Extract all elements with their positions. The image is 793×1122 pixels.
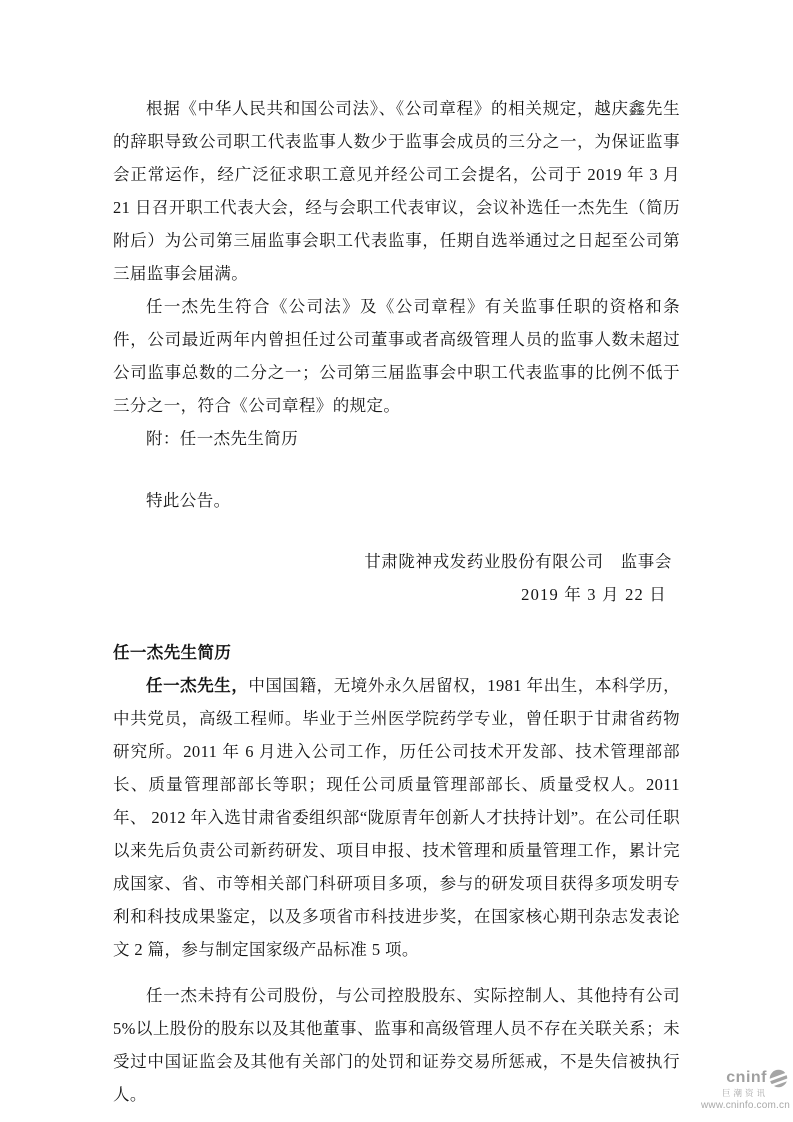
closing-statement: 特此公告。 <box>146 491 231 510</box>
announcement-date: 2019 年 3 月 22 日 <box>521 585 667 604</box>
resume-paragraph-1-text: 中国国籍，无境外永久居留权，1981 年出生，本科学历，中共党员，高级工程师。毕业于兰州医学院药学专业，曾任职于甘肃省药物研究所。2011 年 6 月进入公司工作，历任公司技术开发部、技术管理部部长、质量管理部部长等职；现任公司质量管理部部长、质量受权人。2011 年、 2012 年入选甘肃省委组织部“陇原青年创新人才扶持计划”。在公司任职以来先后负责公司新药研发、项目申报、技术管理和质量管理工作，累计完成国家、省、市等相关部门科研项目多项，参与的研发项目获得多项发明专利和科技成果鉴定，以及多项省市科技进步奖，在国家核心期刊杂志发表论文 2 篇，参与制定国家级产品标准 5 项。 <box>113 676 680 959</box>
cninfo-logo <box>640 1069 790 1111</box>
attachment-note: 附：任一杰先生简历 <box>146 429 299 448</box>
cninfo-chinese-name: 巨潮资讯 <box>721 1087 768 1098</box>
resume-paragraph-1 <box>113 669 680 966</box>
resume-paragraph-2: 任一杰未持有公司股份，与公司控股股东、实际控制人、其他持有公司 5%以上股份的股东以及其他董事、监事和高级管理人员不存在关联关系；未受过中国证监会及其他有关部门的处罚和证券交易所惩戒，不是失信被执行人。 <box>113 986 680 1104</box>
cninfo-wordmark: cninf <box>726 1069 767 1087</box>
company-signature: 甘肃陇神戎发药业股份有限公司 监事会 <box>364 552 672 571</box>
announcement-paragraph-2: 任一杰先生符合《公司法》及《公司章程》有关监事任职的资格和条件，公司最近两年内曾担任过公司董事或者高级管理人员的监事人数未超过公司监事总数的二分之一；公司第三届监事会中职工代表监事的比例不低于三分之一，符合《公司章程》的规定。 <box>113 297 680 415</box>
resume-lead-name: 任一杰先生， <box>146 676 249 695</box>
document-content <box>113 92 680 1111</box>
cninfo-logo-row <box>640 1069 790 1088</box>
cninfo-url: www.cninfo.com.cn <box>701 1100 790 1111</box>
cninfo-swirl-icon <box>769 1069 788 1088</box>
announcement-paragraph-1: 根据《中华人民共和国公司法》、《公司章程》的相关规定，越庆鑫先生的辞职导致公司职工代表监事人数少于监事会成员的三分之一，为保证监事会正常运作，经广泛征求职工意见并经公司工会提名，公司于 2019 年 3 月 21 日召开职工代表大会，经与会职工代表审议，会议补选任一杰先生（简历附后）为公司第三届监事会职工代表监事，任期自选举通过之日起至公司第三届监事会届满。 <box>113 99 680 283</box>
signature-block <box>113 545 680 611</box>
resume-heading: 任一杰先生简历 <box>113 643 232 662</box>
